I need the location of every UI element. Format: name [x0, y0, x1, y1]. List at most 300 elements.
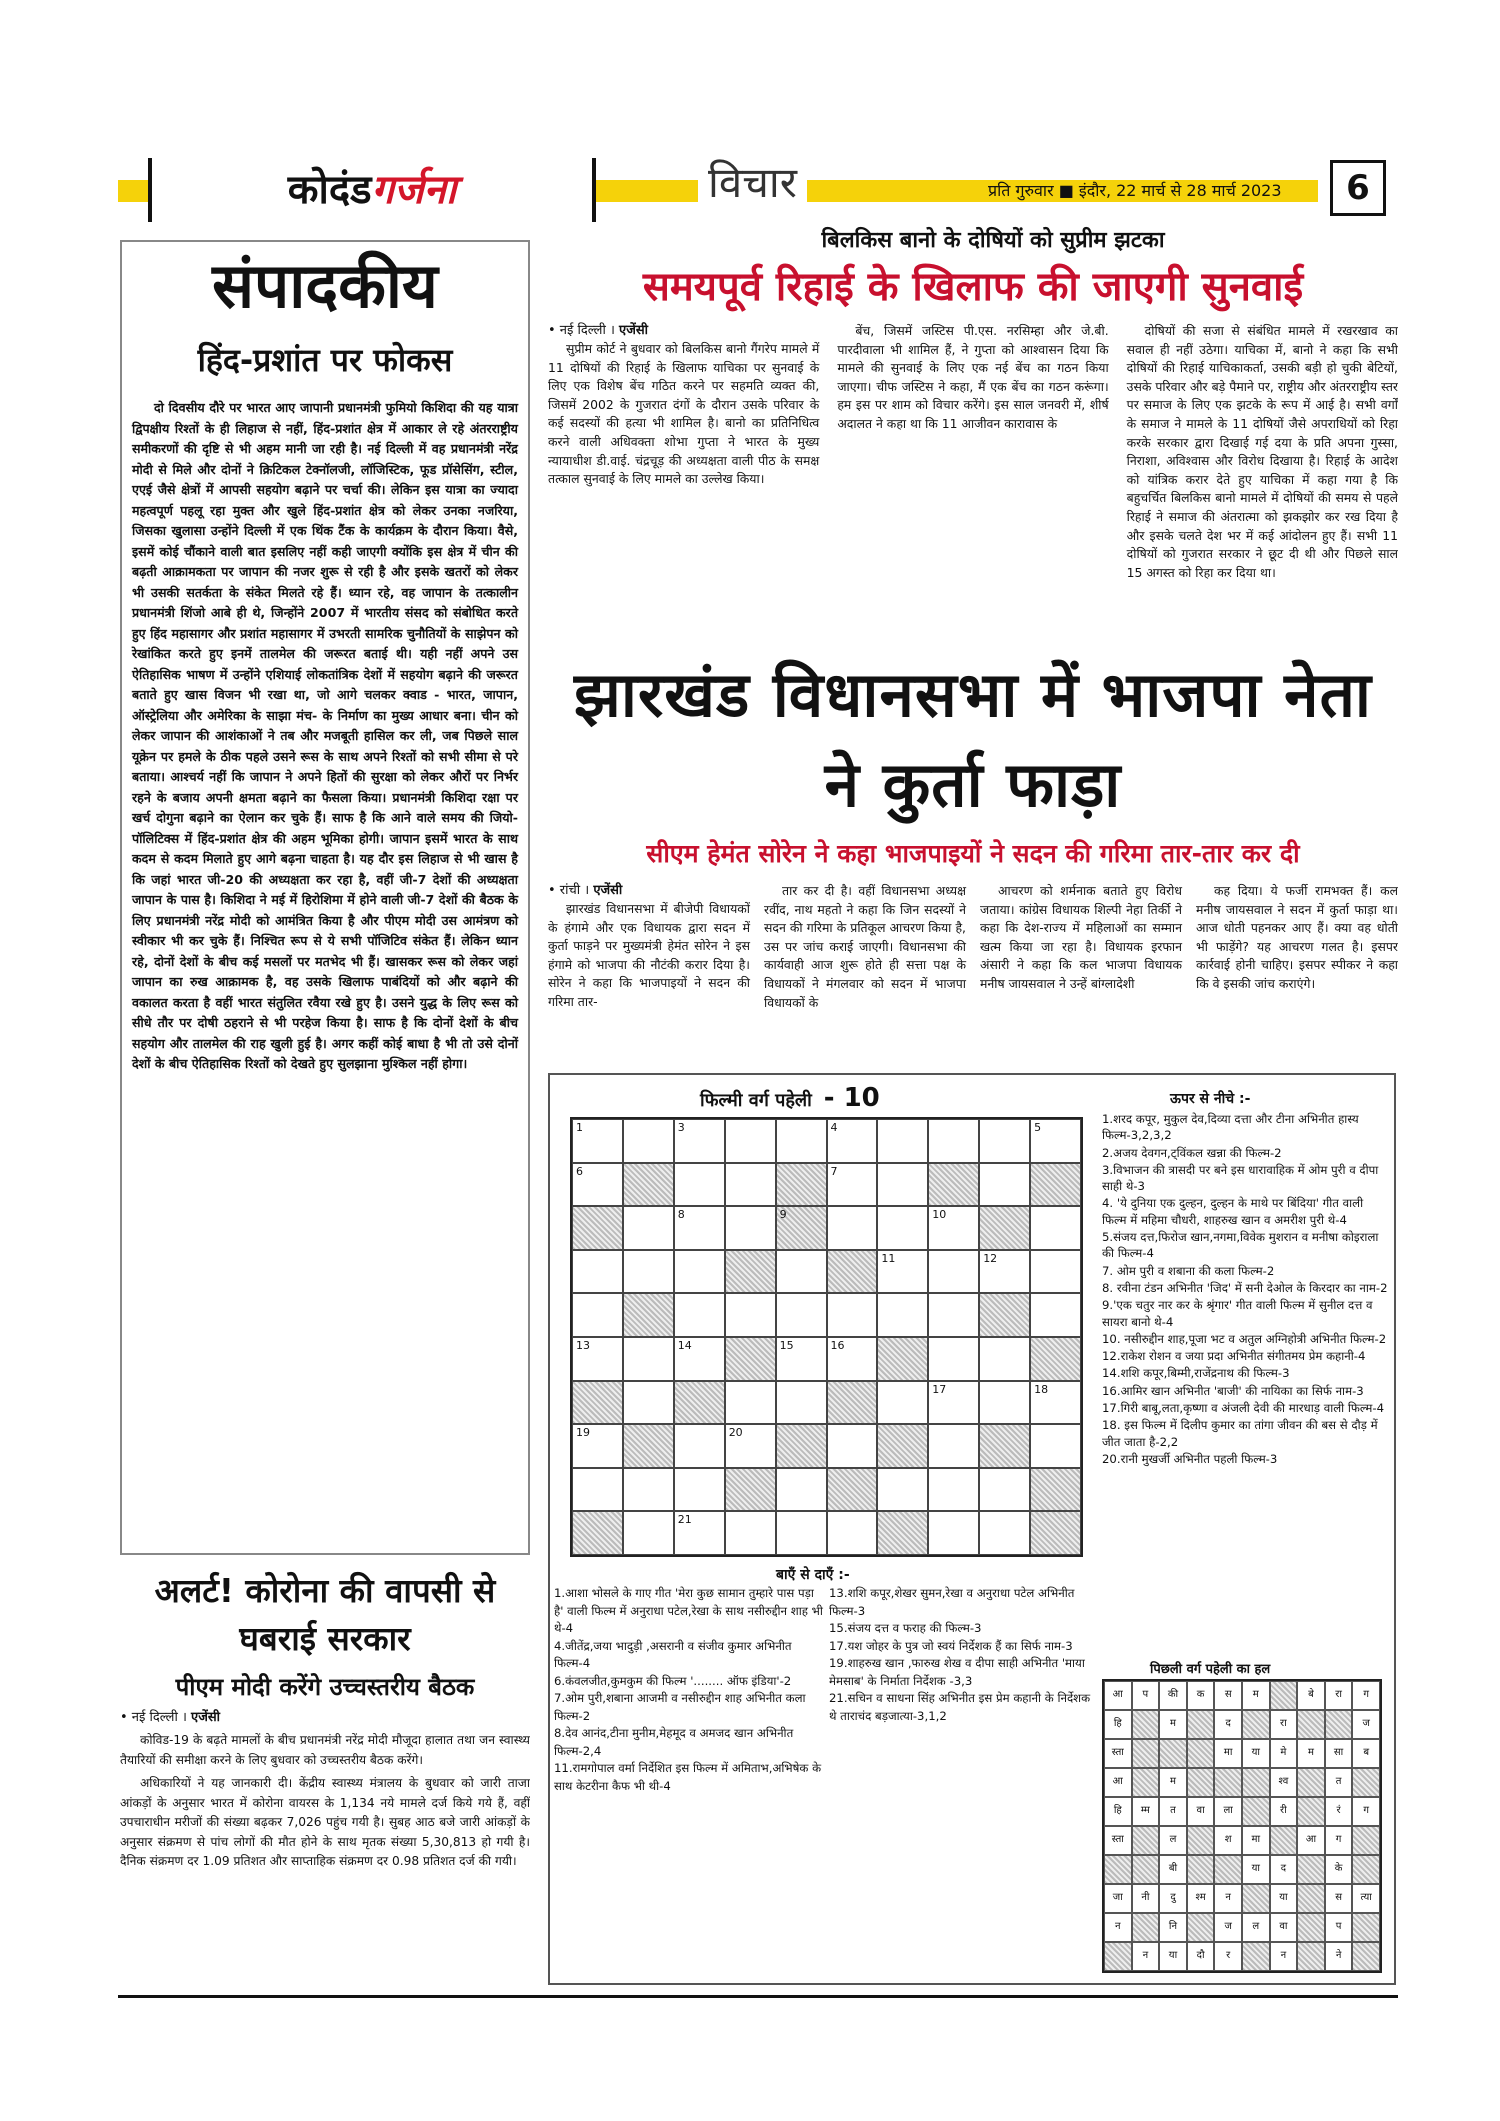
logo-garjana: गर्जना — [371, 167, 457, 213]
solution-black-cell — [1187, 1855, 1215, 1884]
crossword-cell — [623, 1119, 674, 1163]
across-clues-column-2 — [829, 1585, 1098, 1795]
jharkhand-text-1: झारखंड विधानसभा में बीजेपी विधायकों के हंगामे और एक विधायक द्वारा सदन में कुर्ता फाड़ने पर मुख्यमंत्री हेमंत सोरेन ने इस हंगामे को भाजपा की नौटंकी करार दिया है। सोरेन ने कहा कि भाजपाइयों ने सदन की गरिमा तार- — [548, 901, 750, 1009]
crossword-cell — [776, 1511, 827, 1555]
jharkhand-columns — [548, 882, 1398, 1012]
solution-black-cell — [1132, 1826, 1160, 1855]
editorial-title: संपादकीय — [212, 249, 438, 322]
solution-cell: द — [1214, 1710, 1242, 1739]
crossword-cell — [776, 1381, 827, 1425]
crossword-cell — [674, 1424, 725, 1468]
crossword-cell — [877, 1381, 928, 1425]
crossword-cell — [572, 1163, 623, 1207]
crossword-cell — [776, 1337, 827, 1381]
crossword-cell — [725, 1511, 776, 1555]
solution-cell: मा — [1214, 1739, 1242, 1768]
crossword-cell — [776, 1468, 827, 1512]
solution-cell: न — [1104, 1913, 1132, 1942]
solution-black-cell — [1187, 1913, 1215, 1942]
solution-cell: म — [1297, 1739, 1325, 1768]
solution-cell: त्या — [1352, 1884, 1380, 1913]
bilkis-byline — [548, 322, 819, 340]
solution-cell: आ — [1104, 1768, 1132, 1797]
crossword-black-cell — [1030, 1337, 1081, 1381]
across-clue: 1.आशा भोसले के गाए गीत 'मेरा कुछ सामान तुम्हारे पास पड़ा है' वाली फिल्म में अनुराधा पटेल,रेखा के साथ नसीरुद्दीन शाह भी थे-4 — [554, 1586, 823, 1635]
crossword-cell — [725, 1206, 776, 1250]
bilkis-text-2: बेंच, जिसमें जस्टिस पी.एस. नरसिम्हा और जे.बी. पारदीवाला भी शामिल हैं, ने गुप्ता को आश्वासन दिया कि मामले की सुनवाई के लिए एक नई बेंच का गठन किया जाएगा। चीफ जस्टिस ने कहा, मैं एक बेंच का गठन करूंगा। हम इस पर शाम को विचार करेंगे। इस साल जनवरी में, शीर्ष अदालत ने कहा था कि 11 आजीवन कारावास के — [837, 323, 1109, 431]
crossword-cell — [725, 1293, 776, 1337]
crossword-cell — [674, 1468, 725, 1512]
solution-cell: नी — [1132, 1884, 1160, 1913]
jharkhand-column-3 — [980, 882, 1182, 1012]
editorial-box — [120, 240, 530, 1555]
crossword-clue-number: 7 — [830, 1164, 838, 1178]
crossword-black-cell — [1030, 1511, 1081, 1555]
solution-cell: ल — [1242, 1913, 1270, 1942]
crossword-cell — [572, 1250, 623, 1294]
crossword-cell — [827, 1337, 878, 1381]
crossword-black-cell — [827, 1381, 878, 1425]
crossword-cell — [928, 1468, 979, 1512]
crossword-black-cell — [776, 1206, 827, 1250]
down-clue: 1.शरद कपूर, मुकुल देव,दिव्या दत्ता और टीना अभिनीत हास्य फिल्म-3,2,3,2 — [1102, 1112, 1359, 1143]
solution-title: पिछली वर्ग पहेली का हल — [1150, 1662, 1271, 1677]
crossword-black-cell — [572, 1206, 623, 1250]
crossword-cell — [877, 1206, 928, 1250]
across-clues — [554, 1585, 1098, 1795]
solution-black-cell — [1297, 1942, 1325, 1971]
masthead — [118, 158, 1398, 222]
solution-cell: हि — [1104, 1710, 1132, 1739]
solution-cell: त — [1325, 1768, 1353, 1797]
corona-subhead: पीएम मोदी करेंगे उच्चस्तरीय बैठक — [175, 1673, 475, 1701]
solution-black-cell — [1297, 1797, 1325, 1826]
solution-cell: ग — [1325, 1826, 1353, 1855]
crossword-black-cell — [572, 1511, 623, 1555]
crossword-black-cell — [979, 1293, 1030, 1337]
solution-black-cell — [1242, 1884, 1270, 1913]
crossword-cell — [928, 1119, 979, 1163]
crossword-cell — [572, 1293, 623, 1337]
solution-black-cell — [1132, 1710, 1160, 1739]
down-clue: 7. ओम पुरी व शबाना की कला फिल्म-2 — [1102, 1263, 1275, 1278]
solution-cell: मा — [1242, 1826, 1270, 1855]
solution-cell: या — [1270, 1884, 1298, 1913]
crossword-cell — [725, 1163, 776, 1207]
solution-black-cell — [1104, 1855, 1132, 1884]
down-clues-title: ऊपर से नीचे :- — [1170, 1091, 1251, 1107]
bilkis-column-3 — [1127, 322, 1398, 582]
solution-cell: बे — [1297, 1681, 1325, 1710]
byline-place: • नई दिल्ली । — [548, 323, 615, 338]
jharkhand-column-2 — [764, 882, 966, 1012]
solution-black-cell — [1187, 1710, 1215, 1739]
crossword-black-cell — [827, 1250, 878, 1294]
across-clue: 17.यश जोहर के पुत्र जो स्वयं निर्देशक हैं का सिर्फ नाम-3 — [829, 1638, 1073, 1653]
crossword-cell — [1030, 1424, 1081, 1468]
byline-agency: एजेंसी — [619, 323, 649, 338]
crossword-cell — [928, 1293, 979, 1337]
bilkis-column-1 — [548, 322, 819, 582]
solution-cell: न — [1132, 1942, 1160, 1971]
solution-black-cell — [1297, 1710, 1325, 1739]
down-clue: 16.आमिर खान अभिनीत 'बाजी' की नायिका का सिर्फ नाम-3 — [1102, 1383, 1364, 1398]
solution-cell: दौ — [1187, 1942, 1215, 1971]
crossword-cell — [572, 1119, 623, 1163]
down-clue: 8. रवीना टंडन अभिनीत 'जिद' में सनी देओल के किरदार का नाम-2 — [1102, 1280, 1388, 1295]
solution-black-cell — [1242, 1710, 1270, 1739]
solution-cell: स्ता — [1104, 1826, 1132, 1855]
crossword-cell — [877, 1468, 928, 1512]
crossword-clue-number: 17 — [932, 1382, 947, 1396]
solution-grid — [1102, 1679, 1382, 1973]
crossword-black-cell — [979, 1206, 1030, 1250]
across-clue: 4.जीतेंद्र,जया भादुड़ी ,असरानी व संजीव कुमार अभिनीत फिल्म-4 — [554, 1638, 792, 1670]
solution-cell: आ — [1104, 1681, 1132, 1710]
jharkhand-article — [548, 650, 1398, 1070]
jharkhand-headline: झारखंड विधानसभा में भाजपा नेता ने कुर्ता फाड़ा — [573, 658, 1372, 821]
crossword-black-cell — [1030, 1468, 1081, 1512]
solution-black-cell — [1132, 1739, 1160, 1768]
solution-cell: ला — [1214, 1797, 1242, 1826]
crossword-cell — [928, 1511, 979, 1555]
solution-black-cell — [1352, 1942, 1380, 1971]
crossword-black-cell — [776, 1163, 827, 1207]
crossword-black-cell — [827, 1468, 878, 1512]
crossword-cell — [979, 1163, 1030, 1207]
crossword-clue-number: 3 — [677, 1121, 685, 1134]
solution-cell: म — [1159, 1710, 1187, 1739]
down-clues — [1102, 1111, 1388, 1468]
jharkhand-subhead: सीएम हेमंत सोरेन ने कहा भाजपाइयों ने सदन की गरिमा तार-तार कर दी — [646, 839, 1300, 868]
solution-black-cell — [1270, 1826, 1298, 1855]
solution-black-cell — [1270, 1681, 1298, 1710]
crossword-cell — [1030, 1206, 1081, 1250]
solution-cell: ब — [1352, 1739, 1380, 1768]
bottom-rule — [118, 1995, 1398, 1998]
crossword-cell — [877, 1293, 928, 1337]
crossword-cell — [1030, 1250, 1081, 1294]
crossword-clue-number: 8 — [677, 1208, 685, 1222]
solution-cell: के — [1325, 1855, 1353, 1884]
crossword-clue-number: 20 — [728, 1426, 743, 1440]
down-clue: 12.राकेश रोशन व जया प्रदा अभिनीत संगीतमय प्रेम कहानी-4 — [1102, 1349, 1366, 1364]
crossword-black-cell — [877, 1511, 928, 1555]
crossword-clue-number: 15 — [779, 1338, 794, 1352]
solution-cell: वा — [1270, 1913, 1298, 1942]
solution-cell: श्व — [1270, 1768, 1298, 1797]
byline-place: • नई दिल्ली । — [120, 1710, 187, 1725]
crossword-black-cell — [572, 1381, 623, 1425]
solution-cell: रा — [1325, 1681, 1353, 1710]
solution-black-cell — [1242, 1797, 1270, 1826]
crossword-cell — [928, 1424, 979, 1468]
page-number: 6 — [1330, 160, 1386, 216]
crossword-cell — [1030, 1119, 1081, 1163]
down-clue: 14.शशि कपूर,बिम्मी,राजेंद्रनाथ की फिल्म-3 — [1102, 1366, 1290, 1381]
solution-black-cell — [1242, 1942, 1270, 1971]
solution-cell: आ — [1297, 1826, 1325, 1855]
solution-cell: द — [1270, 1855, 1298, 1884]
bilkis-text-1: सुप्रीम कोर्ट ने बुधवार को बिलकिस बानो गैंगरेप मामले में 11 दोषियों की रिहाई के खिलाफ याचिका पर सुनवाई के लिए एक विशेष बेंच गठित करने पर सहमति व्यक्त की, जिसमें 2002 के गुजरात दंगों के दौरान उसके परिवार के कई सदस्यों की हत्या भी शामिल है। बानो का प्रतिनिधित्व करने वाली अधिवक्ता शोभा गुप्ता ने भारत के मुख्य न्यायाधीश डी.वाई. चंद्रचूड़ की अध्यक्षता वाली पीठ के समक्ष तत्काल सुनवाई के लिए मामले का उल्लेख किया। — [548, 341, 820, 487]
solution-cell: ने — [1325, 1942, 1353, 1971]
newspaper-logo — [148, 158, 596, 222]
solution-black-cell — [1352, 1768, 1380, 1797]
solution-black-cell — [1104, 1942, 1132, 1971]
solution-cell: प — [1325, 1913, 1353, 1942]
across-clues-title: बाएँ से दाएँ :- — [776, 1567, 850, 1583]
solution-cell: स — [1325, 1884, 1353, 1913]
solution-cell: त — [1159, 1797, 1187, 1826]
jharkhand-text-3: आचरण को शर्मनाक बताते हुए विरोध जताया। कांग्रेस विधायक शिल्पी नेहा तिर्की ने कहा कि देश-राज्य में महिलाओं का सम्मान खत्म किया जा रहा है। विधायक इरफान अंसारी ने कहा कि कल भाजपा विधायक मनीष जायसवाल ने उन्हें बांग्लादेशी — [980, 883, 1182, 991]
crossword-cell — [979, 1337, 1030, 1381]
solution-cell: श्म — [1187, 1884, 1215, 1913]
solution-black-cell — [1187, 1826, 1215, 1855]
solution-cell: न — [1214, 1884, 1242, 1913]
jharkhand-text-4: कह दिया। ये फर्जी रामभक्त हैं। कल मनीष जायसवाल ने सदन में कुर्ता फाड़ा था। आज धोती पहनकर आए हैं। क्या वह धोती भी फाड़ेंगे? यह आचरण गलत है। इसपर कार्रवाई होनी चाहिए। इसपर स्पीकर ने कहा कि वे इसकी जांच कराएंगे। — [1196, 883, 1398, 991]
crossword-cell — [623, 1250, 674, 1294]
crossword-cell — [776, 1119, 827, 1163]
crossword-black-cell — [725, 1337, 776, 1381]
across-clue: 15.संजय दत्त व फराह की फिल्म-3 — [829, 1621, 982, 1635]
solution-cell: बी — [1159, 1855, 1187, 1884]
solution-cell: स्ता — [1104, 1739, 1132, 1768]
solution-cell: जा — [1104, 1884, 1132, 1913]
solution-cell: री — [1270, 1797, 1298, 1826]
crossword-cell — [623, 1468, 674, 1512]
solution-black-cell — [1352, 1855, 1380, 1884]
solution-cell: सा — [1325, 1739, 1353, 1768]
crossword-number: - 10 — [823, 1083, 880, 1113]
solution-cell: क — [1187, 1681, 1215, 1710]
solution-cell: ल — [1159, 1826, 1187, 1855]
dateline: प्रति गुरुवार ■ इंदौर, 22 मार्च से 28 मार्च 2023 — [988, 181, 1282, 200]
crossword-clue-number: 4 — [830, 1121, 838, 1134]
solution-black-cell — [1132, 1913, 1160, 1942]
crossword-cell — [776, 1293, 827, 1337]
across-clue: 19.शाहरुख खान ,फारुख शेख व दीपा साही अभिनीत 'माया मेमसाब' के निर्माता निर्देशक -3,3 — [829, 1656, 1085, 1688]
solution-black-cell — [1187, 1768, 1215, 1797]
crossword-black-cell — [776, 1424, 827, 1468]
crossword-black-cell — [877, 1337, 928, 1381]
across-clue: 13.शशि कपूर,शेखर सुमन,रेखा व अनुराधा पटेल अभिनीत फिल्म-3 — [829, 1586, 1075, 1618]
solution-cell: रं — [1325, 1797, 1353, 1826]
solution-cell: ज — [1214, 1913, 1242, 1942]
down-clue: 9.'एक चतुर नार कर के श्रृंगार' गीत वाली फिल्म में सुनील दत्त व सायरा बानो थे-4 — [1102, 1298, 1373, 1329]
jharkhand-column-1 — [548, 882, 750, 1012]
crossword-cell — [979, 1381, 1030, 1425]
crossword-cell — [979, 1119, 1030, 1163]
crossword-clue-number: 14 — [677, 1338, 692, 1352]
solution-cell: दु — [1159, 1884, 1187, 1913]
solution-black-cell — [1325, 1710, 1353, 1739]
crossword-cell — [979, 1468, 1030, 1512]
crossword-clue-number: 1 — [576, 1121, 583, 1134]
crossword-clue-number: 11 — [881, 1251, 896, 1265]
crossword-cell — [928, 1250, 979, 1294]
crossword-clue-number: 5 — [1034, 1121, 1042, 1134]
solution-cell: म्म — [1132, 1797, 1160, 1826]
solution-cell: ग — [1352, 1797, 1380, 1826]
crossword-cell — [877, 1163, 928, 1207]
crossword-cell — [725, 1381, 776, 1425]
solution-black-cell — [1187, 1739, 1215, 1768]
crossword-cell — [674, 1511, 725, 1555]
jharkhand-text-2: तार कर दी है। वहीं विधानसभा अध्यक्ष रवींद, नाथ महतो ने कहा कि जिन सदस्यों ने सदन की गरिमा के प्रतिकूल आचरण किया है, उस पर जांच कराई जाएगी। विधानसभा की कार्यवाही आज शुरू होते ही सत्ता पक्ष के विधायकों ने मंगलवार को सदन में भाजपा विधायकों के — [764, 883, 966, 1010]
jharkhand-column-4 — [1196, 882, 1398, 1012]
across-clues-column-1 — [554, 1585, 823, 1795]
crossword-box — [548, 1073, 1396, 1985]
crossword-clue-number: 18 — [1034, 1382, 1049, 1396]
editorial-body: दो दिवसीय दौरे पर भारत आए जापानी प्रधानमंत्री फुमियो किशिदा की यह यात्रा द्विपक्षीय रिश्तों के ही लिहाज से नहीं, हिंद-प्रशांत क्षेत्र में आकार ले रहे अंतरराष्ट्रीय समीकरणों की दृष्टि से भी अहम मानी जा रही है। नई दिल्ली में वह प्रधानमंत्री नरेंद्र मोदी से मिले और दोनों ने क्रिटिकल टेक्नॉलजी, लॉजिस्टिक, फूड प्रॉसेसिंग, स्टील, एएई जैसे क्षेत्रों में आपसी सहयोग बढ़ाने पर चर्चा की। लेकिन इस यात्रा का ज्यादा महत्वपूर्ण पहलू रहा मुक्त और खुले हिंद-प्रशांत क्षेत्र को लेकर उनका नजरिया, जिसका खुलासा उन्होंने दिल्ली में एक थिंक टैंक के कार्यक्रम के दौरान किया। वैसे, इसमें कोई चौंकाने वाली बात इसलिए नहीं कही जाएगी क्योंकि इस क्षेत्र में चीन की बढ़ती आक्रामकता पर जापान की नजर शुरू से रही है और इसके खतरों को लेकर भी उसकी सतर्कता के संकेत मिलते रहे हैं। ध्यान रहे, वह जापान के तत्कालीन प्रधानमंत्री शिंजो आबे ही थे, जिन्होंने 2007 में भारतीय संसद को संबोधित करते हुए हिंद महासागर और प्रशांत महासागर में उभरती सामरिक चुनौतियों के साझेपन को रेखांकित करते हुए इनमें तालमेल की जरूरत बताई थी। यही नहीं अपने उस ऐतिहासिक भाषण में उन्होंने एशियाई लोकतांत्रिक देशों में सहयोग बढ़ाने की जरूरत बताते हुए खास विजन भी रखा था, जो आगे चलकर क्वाड - भारत, जापान, ऑस्ट्रेलिया और अमेरिका के साझा मंच- के निर्माण का मुख्य आधार बना। चीन को लेकर जापान की आशंकाओं ने तब और मजबूती हासिल कर ली, जब पिछले साल यूक्रेन पर हमले के ठीक पहले उसने रूस के साथ अपने रिश्तों को सभी सीमा से परे बताया। आश्चर्य नहीं कि जापान ने अपने हितों की सुरक्षा को लेकर औरों पर निर्भर रहने के बजाय अपनी क्षमता बढ़ाने का फैसला किया। प्रधानमंत्री किशिदा रक्षा पर खर्च दोगुना बढ़ाने का ऐलान कर चुके हैं। साफ है कि आने वाले समय की जियो-पॉलिटिक्स में हिंद-प्रशांत क्षेत्र की अहम भूमिका होगी। जापान इसमें भारत के साथ कदम से कदम मिलाते हुए आगे बढ़ना चाहता है। यह दौर इस लिहाज से भी खास है कि जहां भारत जी-20 की अध्यक्षता कर रहा है, वहीं जी-7 देशों की अध्यक्षता जापान के पास है। किशिदा ने मई में हिरोशिमा में होने वाली जी-7 देशों की बैठक के लिए प्रधानमंत्री नरेंद्र मोदी को आमंत्रित किया है और पीएम मोदी उस आमंत्रण को स्वीकार भी कर चुके हैं। निश्चित रूप से ये सभी पॉजिटिव संकेत हैं। लेकिन ध्यान रहे, दोनों देशों के बीच कई मसलों पर मतभेद भी हैं। खासकर रूस को लेकर जहां जापान का रुख आक्रामक है, वह उसके खिलाफ पाबंदियों को और बढ़ाने की वकालत करता है वहीं भारत संतुलित रवैया रखे हुए है। उसने युद्ध के लिए रूस को सीधे तौर पर दोषी ठहराने से भी परहेज किया है। साफ है कि दोनों देशों के बीच सहयोग और तालमेल की राह खुली हुई है। अगर कहीं कोई बाधा है भी तो उसे दोनों देशों के बीच ऐतिहासिक रिश्तों को देखते हुए सुलझाना मुश्किल नहीं होगा। — [132, 400, 518, 1071]
solution-cell: ग — [1352, 1681, 1380, 1710]
logo-kodand: कोदंड — [287, 167, 372, 213]
crossword-grid — [570, 1117, 1083, 1557]
crossword-cell — [928, 1206, 979, 1250]
editorial-headline: हिंद-प्रशांत पर फोकस — [197, 341, 453, 379]
section-name: विचार — [698, 158, 807, 208]
crossword-cell — [827, 1163, 878, 1207]
solution-black-cell — [1214, 1768, 1242, 1797]
crossword-cell — [1030, 1293, 1081, 1337]
crossword-cell — [674, 1250, 725, 1294]
crossword-cell — [623, 1206, 674, 1250]
crossword-cell — [623, 1337, 674, 1381]
crossword-black-cell — [623, 1424, 674, 1468]
crossword-clue-number: 16 — [830, 1338, 845, 1352]
crossword-cell — [928, 1337, 979, 1381]
solution-cell: या — [1242, 1855, 1270, 1884]
down-clue: 5.संजय दत्त,फिरोज खान,नगमा,विवेक मुशरान व मनीषा कोइराला की फिल्म-4 — [1102, 1230, 1379, 1261]
solution-cell: ज — [1352, 1710, 1380, 1739]
across-clue: 21.सचिन व साधना सिंह अभिनीत इस प्रेम कहानी के निर्देशक थे ताराचंद बड़जात्या-3,1,2 — [829, 1691, 1091, 1723]
corona-paragraph-1: कोविड-19 के बढ़ते मामलों के बीच प्रधानमंत्री नरेंद्र मोदी मौजूदा हालात तथा जन स्वास्थ्य तैयारियों की समीक्षा करने के लिए बुधवार को उच्चस्तरीय बैठक करेंगे। — [120, 1733, 530, 1767]
crossword-black-cell — [1030, 1163, 1081, 1207]
solution-cell: श — [1214, 1826, 1242, 1855]
solution-cell: या — [1159, 1942, 1187, 1971]
solution-cell: न — [1270, 1942, 1298, 1971]
solution-black-cell — [1242, 1768, 1270, 1797]
solution-cell: वा — [1187, 1797, 1215, 1826]
across-clue: 11.रामगोपाल वर्मा निर्देशित इस फिल्म में अमिताभ,अभिषेक के साथ केटरीना कैफ भी थी-4 — [554, 1761, 822, 1793]
down-clue: 10. नसीरुद्दीन शाह,पूजा भट व अतुल अग्निहोत्री अभिनीत फिल्म-2 — [1102, 1331, 1387, 1346]
crossword-clue-number: 12 — [983, 1251, 998, 1265]
crossword-cell — [979, 1511, 1030, 1555]
across-clue: 7.ओम पुरी,शबाना आजमी व नसीरुद्दीन शाह अभिनीत कला फिल्म-2 — [554, 1691, 806, 1723]
solution-black-cell — [1159, 1739, 1187, 1768]
down-clue: 3.विभाजन की त्रासदी पर बने इस धारावाहिक में ओम पुरी व दीपा साही थे-3 — [1102, 1162, 1379, 1194]
crossword-black-cell — [877, 1424, 928, 1468]
crossword-black-cell — [725, 1250, 776, 1294]
solution-cell: या — [1242, 1739, 1270, 1768]
crossword-cell — [674, 1163, 725, 1207]
corona-article — [120, 1567, 530, 1987]
solution-black-cell — [1132, 1855, 1160, 1884]
solution-cell: म — [1242, 1681, 1270, 1710]
crossword-black-cell — [674, 1381, 725, 1425]
down-clue: 20.रानी मुखर्जी अभिनीत पहली फिल्म-3 — [1102, 1451, 1278, 1466]
crossword-cell — [674, 1206, 725, 1250]
down-clue: 18. इस फिल्म में दिलीप कुमार का तांगा जीवन की बस से दौड़ में जीत जाता है-2,2 — [1102, 1418, 1378, 1449]
crossword-cell — [572, 1424, 623, 1468]
crossword-clue-number: 6 — [576, 1164, 583, 1178]
crossword-title — [700, 1083, 880, 1113]
crossword-cell — [827, 1206, 878, 1250]
down-clue: 17.गिरी बाबू,लता,कृष्णा व अंजली देवी की मारधाड़ वाली फिल्म-4 — [1102, 1401, 1385, 1416]
solution-cell: मे — [1270, 1739, 1298, 1768]
crossword-cell — [674, 1337, 725, 1381]
crossword-clue-number: 19 — [576, 1426, 590, 1440]
solution-black-cell — [1297, 1768, 1325, 1797]
crossword-clue-number: 10 — [932, 1208, 947, 1222]
corona-paragraph-2: अधिकारियों ने यह जानकारी दी। केंद्रीय स्वास्थ्य मंत्रालय के बुधवार को जारी ताजा आंकड़ों के अनुसार भारत में कोरोना वायरस के 1,134 नये मामले दर्ज किये गये हैं, वहीं उपचाराधीन मरीजों की संख्या बढ़कर 7,026 पहुंच गयी है। सुबह आठ बजे जारी आंकड़ों के अनुसार संक्रमण से पांच लोगों की मौत होने के साथ मृतक संख्या 5,30,813 हो गयी है। दैनिक संक्रमण दर 1.09 प्रतिशत और साप्ताहिक संक्रमण दर 0.98 प्रतिशत दर्ज की गयी। — [120, 1776, 530, 1868]
solution-cell: स — [1214, 1681, 1242, 1710]
solution-black-cell — [1352, 1913, 1380, 1942]
crossword-cell — [623, 1511, 674, 1555]
crossword-cell — [827, 1424, 878, 1468]
solution-black-cell — [1297, 1855, 1325, 1884]
crossword-cell — [572, 1468, 623, 1512]
bilkis-text-3: दोषियों की सजा से संबंधित मामले में रखरखाव का सवाल ही नहीं उठेगा। याचिका में, बानो ने कहा कि सभी दोषियों की रिहाई याचिकाकर्ता, उसकी बड़ी हो चुकी बेटियों, उसके परिवार और बड़े पैमाने पर, राष्ट्रीय और अंतरराष्ट्रीय स्तर पर समाज के लिए एक झटके के रूप में आई है। सभी वर्गों के समाज ने मामले के 11 दोषियों जैसे अपराधियों को रिहा करके सरकार द्वारा दिखाई गई दया के प्रति अपना गुस्सा, निराशा, अविश्वास और विरोध दिखाया है। रिहाई के आदेश को यांत्रिक करार देते हुए याचिका में कहा गया है कि बहुचर्चित बिलकिस बानो मामले में दोषियों की समय से पहले रिहाई ने समाज की अंतरात्मा को झकझोर कर रख दिया है और इसके चलते देश भर में कई आंदोलन हुए हैं। सभी 11 दोषियों को गुजरात सरकार ने छूट दी थी और पिछले साल 15 अगस्त को रिहा कर दिया था। — [1126, 323, 1398, 580]
solution-cell: र — [1214, 1942, 1242, 1971]
crossword-cell — [877, 1250, 928, 1294]
crossword-cell — [572, 1337, 623, 1381]
bilkis-headline: समयपूर्व रिहाई के खिलाफ की जाएगी सुनवाई — [642, 264, 1304, 310]
corona-byline — [120, 1709, 530, 1727]
crossword-cell — [725, 1424, 776, 1468]
byline-agency: एजेंसी — [593, 883, 623, 898]
down-clue: 2.अजय देवगन,ट्विंकल खन्ना की फिल्म-2 — [1102, 1145, 1282, 1160]
solution-black-cell — [1132, 1768, 1160, 1797]
crossword-cell — [877, 1119, 928, 1163]
corona-headline: अलर्ट! कोरोना की वापसी से घबराई सरकार — [154, 1571, 496, 1658]
solution-black-cell — [1297, 1884, 1325, 1913]
crossword-black-cell — [928, 1163, 979, 1207]
bilkis-kicker: बिलकिस बानो के दोषियों को सुप्रीम झटका — [821, 228, 1165, 253]
solution-cell: प — [1132, 1681, 1160, 1710]
solution-cell: हि — [1104, 1797, 1132, 1826]
crossword-title-text: फिल्मी वर्ग पहेली — [700, 1090, 812, 1111]
solution-cell: म — [1159, 1768, 1187, 1797]
crossword-cell — [827, 1119, 878, 1163]
crossword-black-cell — [725, 1468, 776, 1512]
crossword-cell — [776, 1250, 827, 1294]
crossword-cell — [725, 1119, 776, 1163]
crossword-cell — [827, 1293, 878, 1337]
solution-black-cell — [1352, 1826, 1380, 1855]
crossword-cell — [623, 1381, 674, 1425]
down-clue: 4. 'ये दुनिया एक दुल्हन, दुल्हन के माथे पर बिंदिया' गीत वाली फिल्म में महिमा चौधरी, शाहरुख खान व अमरीश पुरी थे-4 — [1102, 1196, 1364, 1227]
across-clue: 8.देव आनंद,टीना मुनीम,मेहमूद व अमजद खान अभिनीत फिल्म-2,4 — [554, 1726, 794, 1758]
solution-cell: की — [1159, 1681, 1187, 1710]
crossword-black-cell — [623, 1163, 674, 1207]
crossword-clue-number: 9 — [779, 1208, 787, 1222]
across-clue: 6.कंवलजीत,कुमकुम की फिल्म '........ ऑफ इंडिया'-2 — [554, 1673, 792, 1688]
bilkis-article — [548, 226, 1398, 646]
bilkis-column-2 — [837, 322, 1108, 582]
crossword-cell — [928, 1381, 979, 1425]
solution-black-cell — [1214, 1855, 1242, 1884]
solution-cell: नि — [1159, 1913, 1187, 1942]
solution-black-cell — [1297, 1913, 1325, 1942]
bilkis-columns — [548, 322, 1398, 582]
crossword-cell — [827, 1511, 878, 1555]
crossword-cell — [674, 1293, 725, 1337]
jharkhand-byline — [548, 882, 750, 900]
byline-place: • रांची । — [548, 883, 590, 898]
crossword-black-cell — [623, 1293, 674, 1337]
solution-cell: रा — [1270, 1710, 1298, 1739]
